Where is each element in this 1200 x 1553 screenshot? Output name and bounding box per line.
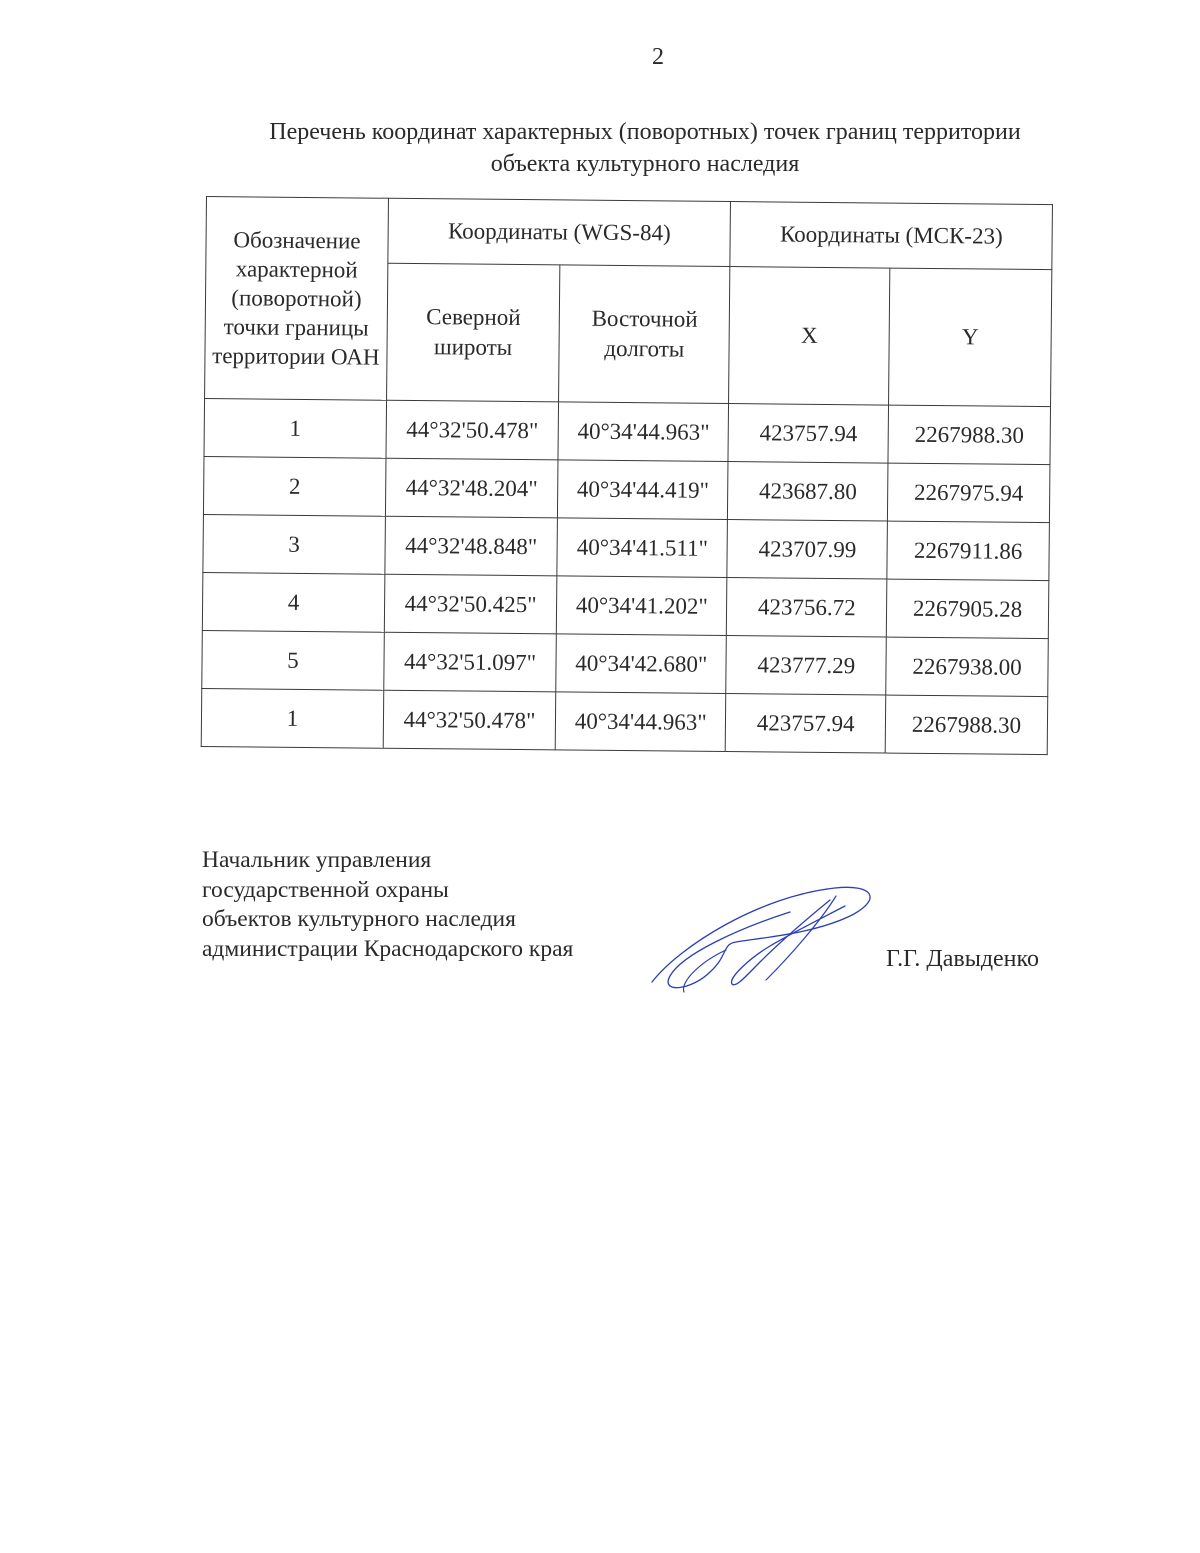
position-line: администрации Краснодарского края [202, 935, 574, 962]
cell-y: 2267938.00 [886, 637, 1048, 697]
header-east-longitude: Восточной долготы [559, 265, 731, 404]
cell-point: 1 [204, 398, 386, 458]
cell-longitude: 40°34'42.680" [556, 634, 727, 694]
cell-x: 423757.94 [728, 404, 888, 464]
cell-point: 4 [202, 572, 384, 632]
header-y: Y [889, 268, 1052, 407]
title-line-2: объекта культурного наследия [490, 151, 800, 177]
cell-latitude: 44°32'48.848" [385, 516, 558, 576]
cell-latitude: 44°32'50.425" [384, 574, 557, 634]
cell-latitude: 44°32'48.204" [385, 458, 558, 518]
signature-stroke [683, 896, 836, 992]
document-title [200, 116, 1090, 180]
position-line: Начальник управления [202, 847, 432, 873]
cell-x: 423757.94 [726, 694, 886, 754]
signatory-position [202, 846, 573, 964]
header-msk23: Координаты (МСК-23) [730, 202, 1052, 270]
table-row [204, 398, 1051, 464]
cell-point: 3 [203, 514, 385, 574]
cell-longitude: 40°34'44.963" [555, 692, 726, 752]
header-point-designation: Обозначение характерной (поворотной) точки границы территории ОАН [205, 197, 389, 401]
coordinates-table [201, 196, 1053, 755]
cell-latitude: 44°32'50.478" [386, 400, 559, 460]
cell-y: 2267911.86 [887, 521, 1049, 581]
header-north-latitude: Северной широты [386, 263, 560, 402]
cell-y: 2267975.94 [887, 463, 1049, 523]
signatory-name: Г.Г. Давыденко [886, 946, 1039, 972]
cell-latitude: 44°32'51.097" [384, 632, 557, 692]
cell-point: 2 [203, 456, 385, 516]
cell-y: 2267905.28 [886, 579, 1048, 639]
header-wgs84: Координаты (WGS-84) [388, 198, 731, 266]
title-line-1: Перечень координат характерных (поворотных) точек границ территории [269, 119, 1021, 145]
cell-longitude: 40°34'41.511" [557, 518, 728, 578]
cell-x: 423777.29 [726, 636, 886, 696]
table-row [202, 630, 1049, 696]
cell-x: 423707.99 [727, 520, 887, 580]
table-row [202, 572, 1049, 638]
position-line: объектов культурного наследия [202, 906, 516, 932]
handwritten-signature [640, 876, 880, 1001]
cell-latitude: 44°32'50.478" [383, 690, 556, 750]
cell-longitude: 40°34'41.202" [556, 576, 727, 636]
table-row [203, 456, 1050, 522]
header-x: X [729, 267, 890, 406]
signature-stroke [652, 887, 870, 987]
cell-y: 2267988.30 [885, 695, 1047, 755]
page-number: 2 [652, 44, 664, 70]
table-row [201, 688, 1048, 754]
position-line: государственной охраны [202, 876, 449, 903]
cell-point: 5 [202, 630, 384, 690]
cell-x: 423687.80 [728, 462, 888, 522]
table-row [203, 514, 1050, 580]
cell-longitude: 40°34'44.419" [558, 460, 729, 520]
cell-point: 1 [201, 688, 383, 748]
cell-longitude: 40°34'44.963" [558, 402, 729, 462]
cell-y: 2267988.30 [888, 405, 1050, 465]
cell-x: 423756.72 [727, 578, 887, 638]
